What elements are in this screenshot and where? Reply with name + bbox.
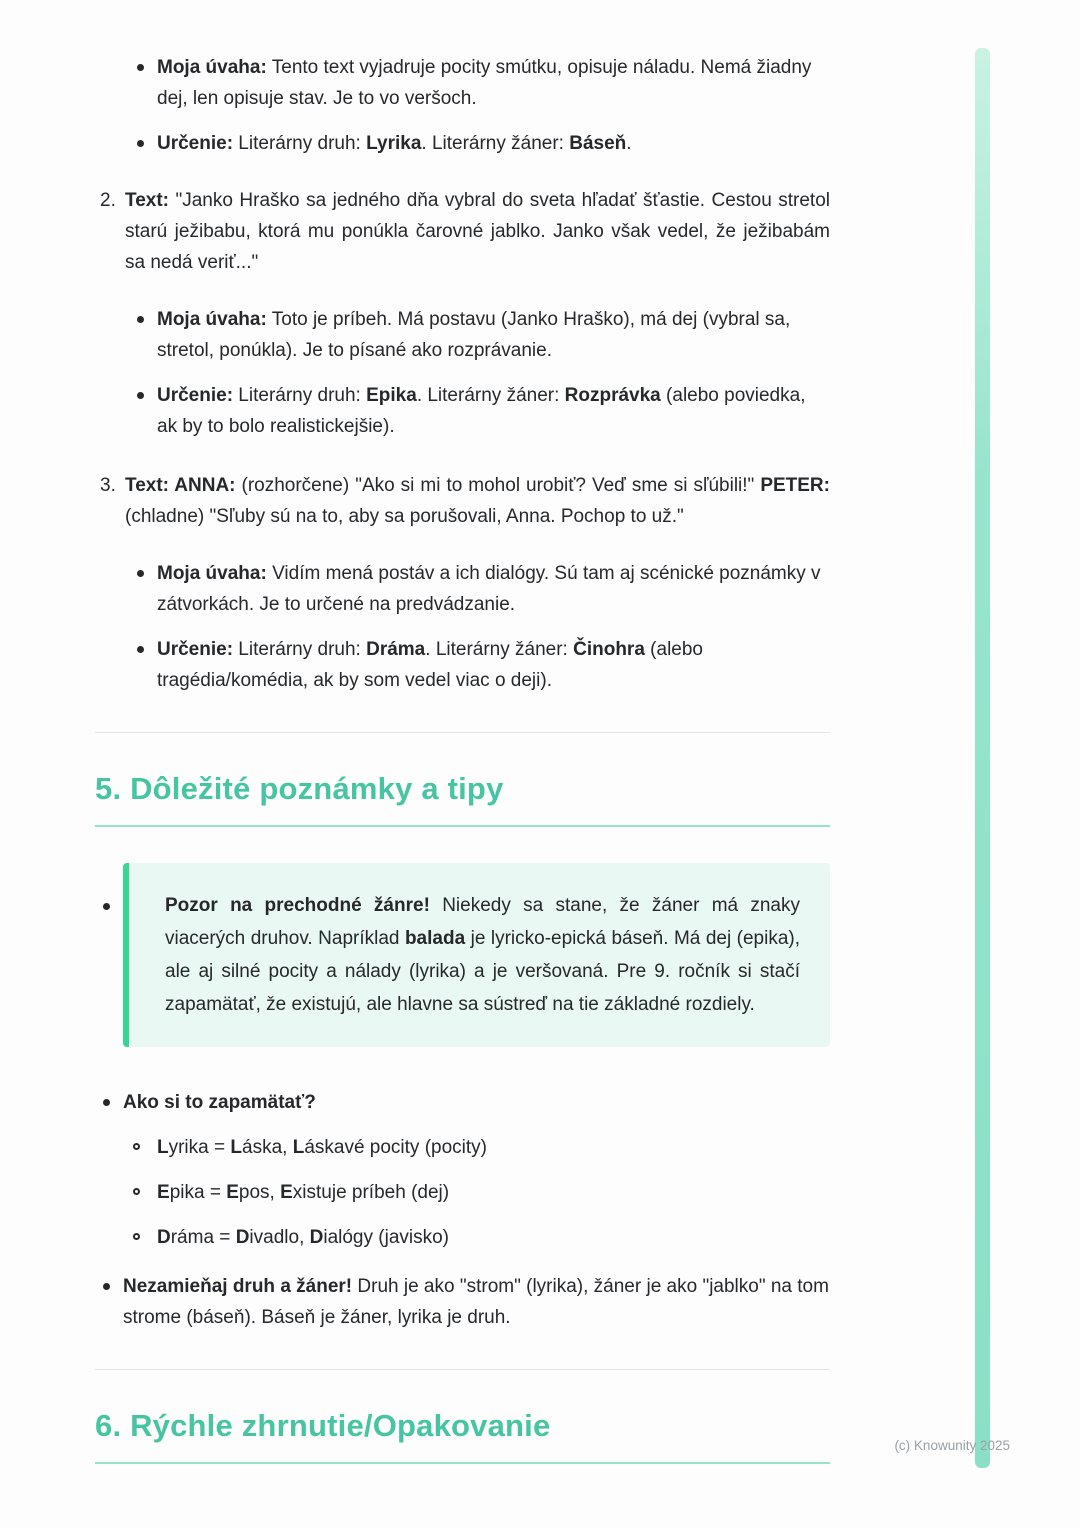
section-divider: [95, 1369, 830, 1370]
list-item: [137, 52, 830, 114]
callout-box: [123, 863, 830, 1047]
example-text: Text: ANNA: (rozhorčene) "Ako si mi to mohol urobiť? Veď sme si sľúbili!" PETER: (chladne) "Sľuby sú na to, aby sa porušovali, Anna. Pochop to už.": [125, 475, 830, 527]
warning-text: Nezamieňaj druh a žáner! Druh je ako "strom" (lyrika), žáner je ako "jablko" na tom strome (báseň). Báseň je žáner, lyrika je druh.: [123, 1276, 829, 1328]
bullet-text: Moja úvaha: Vidím mená postáv a ich dialógy. Sú tam aj scénické poznámky v zátvorkách. Je to určené na predvádzanie.: [157, 563, 821, 615]
copyright-text: (c) Knowunity 2025: [894, 1438, 1010, 1453]
bullet-text: Určenie: Literárny druh: Epika. Literárny žáner: Rozprávka (alebo poviedka, ak by to bolo realistickejšie).: [157, 385, 806, 437]
example-2-bullets: [125, 304, 830, 442]
section-5-heading: 5. Dôležité poznámky a tipy: [95, 771, 504, 806]
list-item: [137, 128, 830, 159]
bullet-icon: [137, 570, 144, 577]
heading-underline: [95, 1462, 830, 1464]
section-6-heading: 6. Rýchle zhrnutie/Opakovanie: [95, 1408, 551, 1443]
bullet-icon: [103, 1283, 110, 1290]
document-content: [95, 52, 830, 1464]
bullet-icon: [137, 64, 144, 71]
bullet-text: Moja úvaha: Toto je príbeh. Má postavu (Janko Hraško), má dej (vybral sa, stretol, ponúkla). Je to písané ako rozprávanie.: [157, 309, 791, 361]
item-number: 2.: [100, 190, 116, 211]
bullet-text: Epika = Epos, Existuje príbeh (dej): [157, 1182, 450, 1203]
bullet-icon: [103, 903, 110, 910]
circle-bullet-icon: [133, 1188, 140, 1195]
bullet-text: Lyrika = Láska, Láskavé pocity (pocity): [157, 1137, 487, 1158]
bullet-text: Určenie: Literárny druh: Lyrika. Literárny žáner: Báseň.: [157, 133, 632, 154]
list-item: [137, 380, 830, 442]
bullet-icon: [137, 646, 144, 653]
bullet-text: Dráma = Divadlo, Dialógy (javisko): [157, 1227, 450, 1248]
list-item: [137, 634, 830, 696]
memory-aid-title: Ako si to zapamätať?: [123, 1092, 316, 1113]
example-2: [95, 185, 830, 442]
memory-aid-item: [95, 1087, 830, 1253]
right-accent-bar: [975, 48, 990, 1468]
bullet-icon: [137, 392, 144, 399]
example-3: [95, 470, 830, 696]
callout-text: Pozor na prechodné žánre! Niekedy sa stane, že žáner má znaky viacerých druhov. Napríklad balada je lyricko-epická báseň. Má dej (epika), ale aj silné pocity a nálady (lyrika) a je veršovaná. Pre 9. ročník si stačí zapamätať, že existujú, ale hlavne sa sústreď na tie základné rozdiely.: [165, 895, 801, 1015]
circle-bullet-icon: [133, 1143, 140, 1150]
bullet-text: Moja úvaha: Tento text vyjadruje pocity smútku, opisuje náladu. Nemá žiadny dej, len opisuje stav. Je to vo veršoch.: [157, 57, 812, 109]
list-item: [133, 1177, 830, 1208]
example-1-bullets: [95, 52, 830, 159]
callout-list-item: [95, 863, 830, 1047]
heading-underline: [95, 825, 830, 827]
item-number: 3.: [100, 475, 116, 496]
example-text: Text: "Janko Hraško sa jedného dňa vybral do sveta hľadať šťastie. Cestou stretol starú ježibabu, ktorá mu ponúkla čarovné jablko. Janko však vedel, že ježibabám sa nedá veriť...": [125, 190, 830, 273]
bullet-text: Určenie: Literárny druh: Dráma. Literárny žáner: Činohra (alebo tragédia/komédia, ak by som vedel viac o deji).: [157, 639, 703, 691]
list-item: [133, 1222, 830, 1253]
memory-aid-list: [123, 1132, 830, 1253]
list-item: [133, 1132, 830, 1163]
circle-bullet-icon: [133, 1233, 140, 1240]
example-3-bullets: [125, 558, 830, 696]
bullet-icon: [103, 1099, 110, 1106]
list-item: [137, 558, 830, 620]
warning-item: [95, 1271, 830, 1333]
section-divider: [95, 732, 830, 733]
bullet-icon: [137, 316, 144, 323]
bullet-icon: [137, 140, 144, 147]
list-item: [137, 304, 830, 366]
